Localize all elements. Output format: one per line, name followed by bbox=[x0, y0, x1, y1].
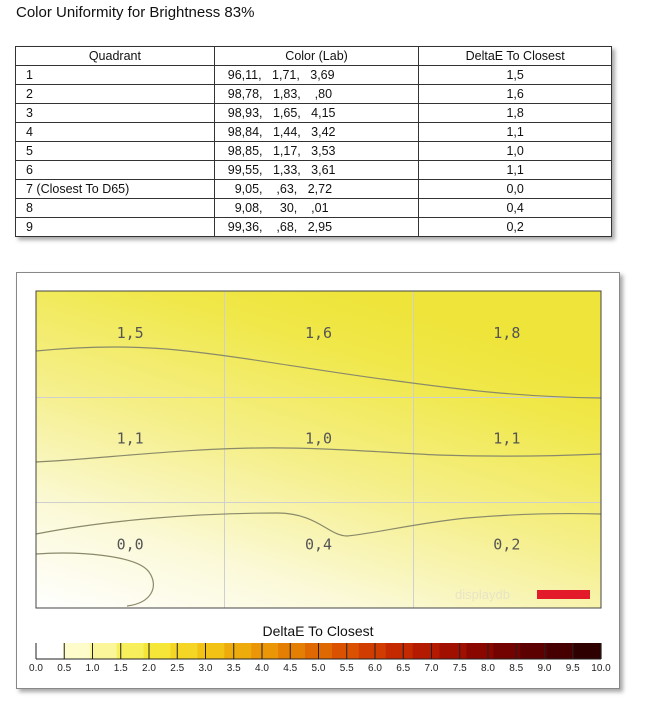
cell-color-lab: 9,08, 30, ,01 bbox=[214, 199, 419, 218]
heatmap-cell-value: 1,0 bbox=[304, 429, 333, 448]
page-title: Color Uniformity for Brightness 83% bbox=[16, 4, 255, 21]
cell-deltae: 0,2 bbox=[419, 218, 612, 237]
cell-deltae: 1,6 bbox=[419, 85, 612, 104]
heatmap-cell-value: 0,4 bbox=[304, 535, 333, 554]
cell-quadrant: 1 bbox=[16, 66, 215, 85]
heatmap-cell-value: 1,6 bbox=[304, 324, 333, 342]
colorbar-tick-label: 5.5 bbox=[339, 663, 354, 674]
heatmap-cell-value: 1,1 bbox=[493, 429, 521, 448]
cell-quadrant: 2 bbox=[16, 85, 215, 104]
cell-quadrant: 7 (Closest To D65) bbox=[16, 180, 215, 199]
colorbar-segment bbox=[493, 643, 521, 659]
colorbar-label: DeltaE To Closest bbox=[262, 623, 374, 639]
uniformity-chart-panel bbox=[16, 272, 620, 689]
cell-color-lab: 98,78, 1,83, ,80 bbox=[214, 85, 419, 104]
cell-deltae: 0,0 bbox=[419, 180, 612, 199]
colorbar-segment bbox=[520, 643, 548, 659]
header-quadrant: Quadrant bbox=[16, 47, 215, 66]
table-row bbox=[16, 123, 612, 142]
colorbar-tick-label: 4.0 bbox=[255, 663, 269, 674]
table-header-row bbox=[16, 47, 612, 66]
colorbar-tick-label: 5.0 bbox=[311, 663, 326, 674]
colorbar-tick-label: 9.5 bbox=[565, 663, 580, 674]
heatmap-cell-value: 1,5 bbox=[116, 324, 144, 342]
colorbar-tick-label: 10.0 bbox=[591, 663, 611, 674]
colorbar-tick-label: 1.0 bbox=[85, 663, 100, 674]
table-row bbox=[16, 199, 612, 218]
colorbar bbox=[29, 643, 611, 674]
colorbar-tick-label: 3.0 bbox=[198, 663, 213, 674]
table-row bbox=[16, 104, 612, 123]
table-row bbox=[16, 218, 612, 237]
colorbar-tick-label: 0.0 bbox=[29, 663, 43, 674]
watermark-text: displaydb bbox=[455, 587, 510, 602]
cell-quadrant: 3 bbox=[16, 104, 215, 123]
heatmap-cell-value: 1,8 bbox=[493, 324, 521, 342]
cell-deltae: 0,4 bbox=[419, 199, 612, 218]
cell-quadrant: 8 bbox=[16, 199, 215, 218]
cell-color-lab: 96,11, 1,71, 3,69 bbox=[214, 66, 419, 85]
colorbar-segment bbox=[278, 643, 306, 659]
cell-quadrant: 6 bbox=[16, 161, 215, 180]
table-row bbox=[16, 180, 612, 199]
colorbar-segment bbox=[90, 643, 118, 659]
colorbar-tick-label: 2.5 bbox=[170, 663, 185, 674]
header-color-lab: Color (Lab) bbox=[214, 47, 419, 66]
cell-color-lab: 98,85, 1,17, 3,53 bbox=[214, 142, 419, 161]
colorbar-tick-label: 4.5 bbox=[283, 663, 298, 674]
colorbar-segment bbox=[332, 643, 360, 659]
colorbar-segment bbox=[197, 643, 225, 659]
colorbar-segment bbox=[224, 643, 252, 659]
colorbar-tick-label: 1.5 bbox=[113, 663, 128, 674]
heatmap-cell-value: 0,0 bbox=[116, 535, 144, 554]
cell-deltae: 1,1 bbox=[419, 161, 612, 180]
heatmap-cell-value: 0,2 bbox=[493, 535, 521, 554]
header-deltae: DeltaE To Closest bbox=[419, 47, 612, 66]
colorbar-tick-label: 6.0 bbox=[368, 663, 382, 674]
table-row bbox=[16, 142, 612, 161]
colorbar-tick-label: 3.5 bbox=[226, 663, 241, 674]
colorbar-tick-label: 6.5 bbox=[396, 663, 411, 674]
cell-quadrant: 4 bbox=[16, 123, 215, 142]
colorbar-tick-label: 8.5 bbox=[509, 663, 524, 674]
heatmap-plot-area bbox=[36, 291, 601, 608]
colorbar-tick-label: 2.0 bbox=[142, 663, 156, 674]
uniformity-table bbox=[15, 46, 612, 237]
colorbar-segment bbox=[171, 643, 199, 659]
colorbar-segment bbox=[144, 643, 172, 659]
cell-color-lab: 98,93, 1,65, 4,15 bbox=[214, 104, 419, 123]
colorbar-tick-label: 7.5 bbox=[452, 663, 467, 674]
colorbar-segment bbox=[251, 643, 279, 659]
colorbar-tick-label: 9.0 bbox=[537, 663, 552, 674]
uniformity-heatmap-svg bbox=[17, 273, 619, 688]
table-row bbox=[16, 85, 612, 104]
table-row bbox=[16, 161, 612, 180]
colorbar-tick-label: 8.0 bbox=[481, 663, 495, 674]
cell-quadrant: 5 bbox=[16, 142, 215, 161]
cell-deltae: 1,5 bbox=[419, 66, 612, 85]
colorbar-segment bbox=[386, 643, 414, 659]
colorbar-segment bbox=[359, 643, 387, 659]
colorbar-segment bbox=[440, 643, 468, 659]
cell-deltae: 1,0 bbox=[419, 142, 612, 161]
colorbar-segment bbox=[63, 643, 91, 659]
cell-color-lab: 98,84, 1,44, 3,42 bbox=[214, 123, 419, 142]
cell-color-lab: 99,55, 1,33, 3,61 bbox=[214, 161, 419, 180]
cell-deltae: 1,8 bbox=[419, 104, 612, 123]
colorbar-segment bbox=[547, 643, 575, 659]
cell-color-lab: 9,05, ,63, 2,72 bbox=[214, 180, 419, 199]
colorbar-tick-label: 7.0 bbox=[424, 663, 439, 674]
watermark-logo bbox=[537, 590, 590, 599]
colorbar-tick-label: 0.5 bbox=[57, 663, 72, 674]
cell-color-lab: 99,36, ,68, 2,95 bbox=[214, 218, 419, 237]
colorbar-segment bbox=[36, 643, 64, 659]
cell-quadrant: 9 bbox=[16, 218, 215, 237]
heatmap-cell-value: 1,1 bbox=[116, 429, 144, 448]
table-row bbox=[16, 66, 612, 85]
colorbar-segment bbox=[466, 643, 494, 659]
cell-deltae: 1,1 bbox=[419, 123, 612, 142]
colorbar-segment bbox=[413, 643, 441, 659]
colorbar-segment bbox=[574, 643, 602, 659]
